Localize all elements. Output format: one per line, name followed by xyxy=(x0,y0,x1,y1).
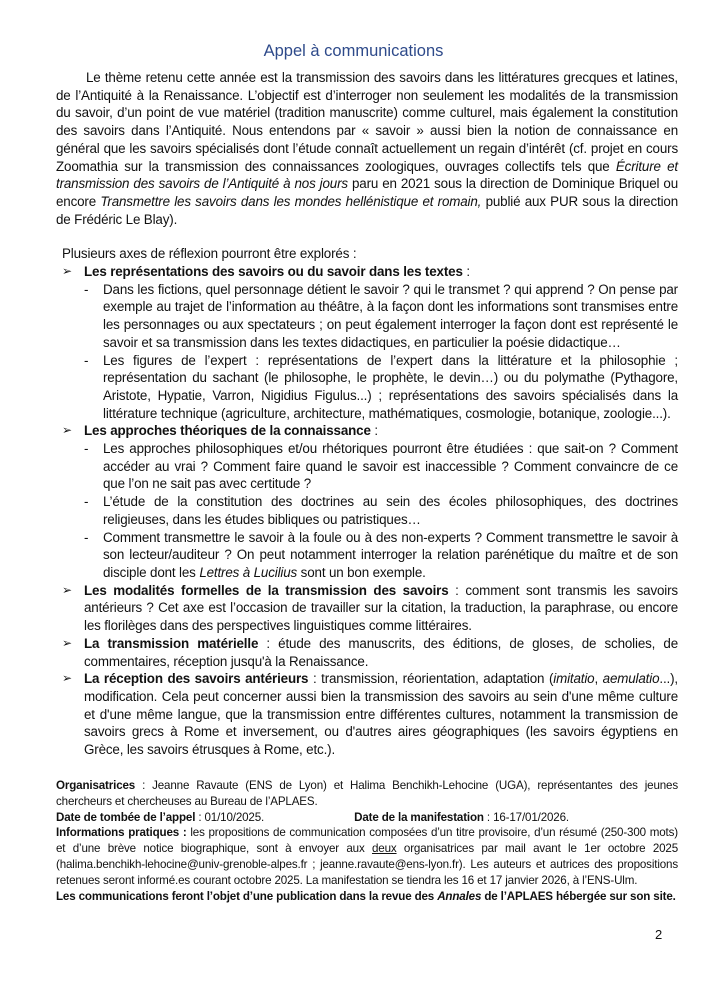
axis-text: : étude des manuscrits, des éditions, de gloses, de scholies, de commentaires, réception jusqu'à la Renaissance. xyxy=(84,635,678,669)
axis-colon: : xyxy=(462,264,470,280)
axis-text: : transmission, réorientation, adaptation ( xyxy=(308,671,554,687)
dash-bullet-icon: - xyxy=(84,529,89,545)
sub-item-text xyxy=(103,529,678,582)
latin-term: imitatio xyxy=(553,671,595,687)
dash-bullet-icon: - xyxy=(84,281,89,297)
axis-text: , xyxy=(594,671,603,687)
axis-title: La transmission matérielle xyxy=(84,635,259,651)
practical-info-text: organisatrices par mail avant le 1er octobre 2025 (halima.benchikh-lehocine@univ-grenoble-alpes.fr ; jeanne.ravaute@ens-lyon.fr). Les auteurs et autrices des propositions retenues seront informé.es courant octobre 2025. La manifestation se tiendra les 16 et 17 janvier 2026, à l’ENS-Ulm. xyxy=(56,842,679,887)
axis-colon: : xyxy=(370,423,378,439)
sub-item xyxy=(84,352,678,423)
organizers-label: Organisatrices xyxy=(56,779,136,792)
event-date-label: Date de la manifestation xyxy=(354,810,484,824)
axes-intro: Plusieurs axes de réflexion pourront être explorés : xyxy=(62,246,357,262)
sub-item-text-part: sont un bon exemple. xyxy=(297,564,426,580)
page-title: Appel à communications xyxy=(263,42,444,60)
axis-title: Les représentations des savoirs ou du savoir dans les textes xyxy=(84,264,463,280)
arrow-bullet-icon: ➢ xyxy=(62,635,72,650)
book-title: Lettres à Lucilius xyxy=(199,564,298,580)
dash-bullet-icon: - xyxy=(84,352,89,368)
sub-item xyxy=(84,281,678,352)
axis-item xyxy=(56,635,678,670)
publication-text: Les communications feront l’objet d’une publication dans la revue des xyxy=(56,889,438,903)
sub-item-text-part: Comment transmettre le savoir à la foule ou à des non-experts ? Comment transmettre le savoir à son lecteur/auditeur ? On peut notamment interroger la relation parénétique du maître et de son disciple dont les xyxy=(103,529,678,580)
intro-text-3: publié aux PUR sous la direction de Frédéric Le Blay). xyxy=(56,193,679,227)
document-body xyxy=(56,69,678,759)
axis-item xyxy=(56,263,678,281)
arrow-bullet-icon: ➢ xyxy=(62,264,72,279)
intro-text-2: paru en 2021 sous la direction de Dominique Briquel ou encore xyxy=(56,176,678,209)
sub-item-text: Les figures de l’expert : représentations de l’expert dans la littérature et la philosophie ; représentation du sachant (le philosophe, le prophète, le devin…) ou du polymathe (Pythagore, Aristote, Hypatie, Varron, Nigidius Figulus...) ; représentations des savoirs spécialisés dans la littérature technique (agriculture, architecture, mathématiques, cosmologie, botanique, zoologie...). xyxy=(103,352,678,421)
publication-note xyxy=(56,889,678,905)
underlined-word: deux xyxy=(372,842,397,856)
page-number: 2 xyxy=(655,927,663,942)
axis-item xyxy=(56,670,678,759)
deadline-value: : 01/10/2025. xyxy=(195,810,265,824)
arrow-bullet-icon: ➢ xyxy=(62,423,72,438)
axis-text: ...), modification. Cela peut concerner aussi bien la transmission des savoirs au sein d'une même culture et d'une même langue, que la transmission entre différentes cultures, notamment la transmission de savoirs grecs à Rome et inversement, ou d'autres aires géographiques (les savoirs égyptiens en Grèce, les savoirs étrusques à Rome, etc.). xyxy=(84,671,678,758)
axis-item xyxy=(56,422,678,440)
event-date-value: : 16-17/01/2026. xyxy=(483,810,569,824)
practical-info-text: les propositions de communication composées d’un titre provisoire, d’un résumé (250-300 mots) et d’une brève notice biographique, sont à envoyer aux xyxy=(56,826,678,856)
practical-info xyxy=(56,825,678,888)
axis-item xyxy=(56,582,678,635)
dash-bullet-icon: - xyxy=(84,494,89,510)
dates-line xyxy=(56,810,678,826)
practical-info-label: Informations pratiques : xyxy=(56,826,187,840)
sub-item xyxy=(84,493,678,528)
organizers xyxy=(56,778,678,810)
sub-item-text: Les approches philosophiques et/ou rhétoriques pourront être étudiées : que sait-on ? Comment accéder au vrai ? Comment faire quand le savoir est inaccessible ? Comment convaincre de ce que l’on ne sait pas avec certitude ? xyxy=(103,441,678,492)
intro-book-title-1: Écriture et transmission des savoirs de l’Antiquité à nos jours xyxy=(56,158,678,192)
dash-bullet-icon: - xyxy=(84,441,89,457)
journal-title: Annales xyxy=(437,889,482,903)
axis-title: Les modalités formelles de la transmission des savoirs xyxy=(84,582,449,598)
intro-paragraph xyxy=(56,69,678,228)
sub-item xyxy=(84,529,678,582)
intro-text-1: Le thème retenu cette année est la transmission des savoirs dans les littératures grecques et latines, de l’Antiquité à la Renaissance. L’objectif est d’interroger non seulement les modalités de la transmission du savoir, d’un point de vue matériel (tradition manuscrite) comme culturel, mais également la constitution des savoirs dans l’Antiquité. Nous entendons par « savoir » aussi bien la notion de connaissance en général que les savoirs spécialisés dont l’étude connaît actuellement un regain d’intérêt (cf. projet en cours Zoomathia sur la transmission des connaissances zoologiques, ouvrages collectifs tels que xyxy=(56,70,678,174)
intro-book-title-2: Transmettre les savoirs dans les mondes hellénistique et romain, xyxy=(100,193,482,209)
deadline-label: Date de tombée de l’appel xyxy=(56,810,196,824)
publication-text: de l’APLAES hébergée sur son site. xyxy=(481,889,676,903)
footer-info xyxy=(56,778,678,904)
arrow-bullet-icon: ➢ xyxy=(62,671,72,686)
axis-text: : comment sont transmis les savoirs antérieurs ? Cet axe est l’occasion de travailler sur la citation, la traduction, la paraphrase, ou encore les florilèges dans des perspectives linguistiques comme littéraires. xyxy=(84,582,678,634)
latin-term: aemulatio xyxy=(602,671,660,687)
sub-item xyxy=(84,440,678,493)
axis-title: La réception des savoirs antérieurs xyxy=(84,671,309,687)
sub-item-text: Dans les fictions, quel personnage détient le savoir ? qui le transmet ? qui apprend ? On pense par exemple au trajet de l’information au théâtre, à la façon dont les informations sont transmises entre les personnages ou aux spectateurs ; on peut également interroger la façon dont est représenté le savoir et sa transmission dans les textes didactiques, en particulier la poésie didactique… xyxy=(103,281,678,350)
organizers-text: : Jeanne Ravaute (ENS de Lyon) et Halima Benchikh-Lehocine (UGA), représentantes des jeunes chercheurs et chercheuses au Bureau de l’APLAES. xyxy=(56,779,678,808)
axis-title: Les approches théoriques de la connaissance xyxy=(84,423,371,439)
arrow-bullet-icon: ➢ xyxy=(62,582,72,597)
sub-item-text: L’étude de la constitution des doctrines au sein des écoles philosophiques, des doctrines religieuses, dans les études bibliques ou patristiques… xyxy=(103,494,678,527)
